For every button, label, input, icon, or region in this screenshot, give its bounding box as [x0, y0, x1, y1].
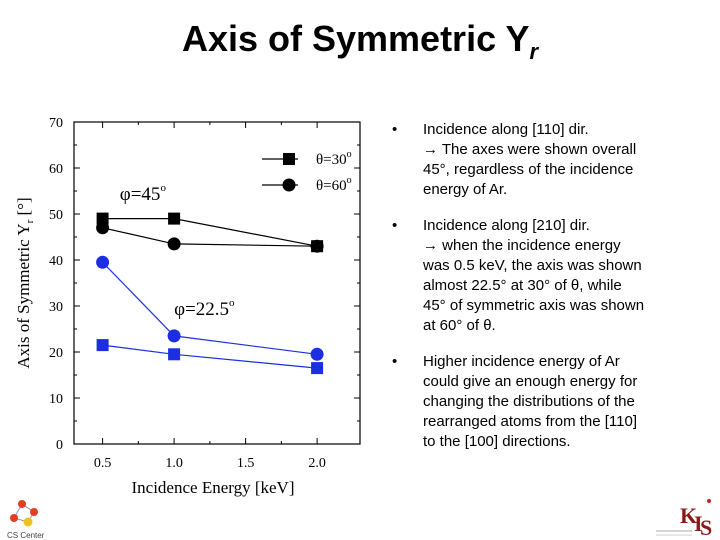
bullet-line-text: Incidence along [110] dir. [423, 121, 589, 138]
bullet-line [423, 180, 697, 200]
legend-marker-circle [283, 179, 296, 192]
bullet-line-text: Higher incidence energy of Ar [423, 353, 620, 370]
bullet-item [392, 352, 697, 452]
bullet-line-text: at 60° of θ. [423, 317, 496, 334]
bullet-line [423, 160, 697, 180]
bullet-line-text: 45° of symmetric axis was shown [423, 297, 645, 314]
title-subscript: r [529, 39, 539, 64]
data-point-square [311, 362, 323, 374]
bullet-line [423, 236, 697, 256]
bullet-line-text: to the [100] directions. [423, 433, 571, 450]
legend-label-text: θ=60 [316, 178, 347, 194]
bullet-line [423, 276, 697, 296]
legend-label-sup: o [346, 149, 352, 160]
bullet-line-text: rearranged atoms from the [110] [423, 413, 637, 430]
data-point-circle [311, 348, 324, 361]
y-tick-label: 10 [49, 392, 63, 407]
y-axis-label-main: Axis of Symmetric Y [14, 223, 33, 369]
data-point-circle [96, 221, 109, 234]
x-tick-label: 1.0 [165, 456, 183, 471]
legend-label-sup: o [346, 175, 352, 186]
svg-text:S: S [700, 515, 713, 539]
chart-annotation-sup: o [229, 297, 235, 310]
bullet-line-text: Incidence along [210] dir. [423, 217, 590, 234]
kist-logo [652, 495, 718, 539]
x-tick-label: 0.5 [93, 456, 112, 471]
y-axis-label-unit: [°] [14, 197, 33, 220]
chart-annotation-text: φ=45 [119, 184, 161, 206]
bullet-line [423, 432, 697, 452]
series-line-2 [103, 345, 318, 368]
y-tick-label: 40 [49, 254, 63, 269]
chart-annotation-text: φ=22.5 [174, 299, 230, 321]
bullet-line [423, 392, 697, 412]
chart-annotation [120, 182, 167, 205]
bullet-dot: • [392, 353, 398, 370]
bullet-line [423, 256, 697, 276]
slide-title [0, 18, 720, 65]
arrow-right-icon: → [423, 237, 438, 254]
bullet-item [392, 120, 697, 200]
x-tick-label: 1.5 [236, 456, 255, 471]
data-point-circle [96, 256, 109, 269]
bullet-line-text: when the incidence energy [438, 237, 621, 254]
y-tick-label: 60 [49, 162, 63, 177]
x-tick-label: 2.0 [308, 456, 326, 471]
data-point-square [168, 348, 180, 360]
title-main: Axis of Symmetric Y [181, 18, 530, 59]
y-tick-label: 0 [56, 438, 63, 453]
legend-label [316, 149, 352, 168]
legend-label-text: θ=30 [316, 152, 347, 168]
bullet-line [423, 120, 697, 140]
bullet-line-text: The axes were shown overall [438, 141, 637, 158]
chart [0, 100, 380, 500]
y-tick-label: 30 [49, 300, 63, 315]
plot-frame [74, 122, 360, 444]
series-line-1 [103, 228, 318, 246]
svg-text:I: I [694, 511, 703, 536]
cs-center-logo-text: CS Center [7, 531, 45, 540]
bullet-line [423, 216, 697, 236]
cs-center-logo [4, 498, 52, 540]
bullet-line [423, 316, 697, 336]
y-axis-label [14, 197, 36, 368]
bullet-line [423, 296, 697, 316]
bullet-line [423, 352, 697, 372]
bullet-item [392, 216, 697, 336]
series-line-0 [103, 219, 318, 247]
y-axis-label-subscript: r [24, 219, 36, 224]
legend-marker-square [283, 153, 295, 165]
data-point-circle [168, 237, 181, 250]
bullet-line-text: energy of Ar. [423, 181, 508, 198]
bullet-line-text: changing the distributions of the [423, 393, 635, 410]
data-point-square [97, 339, 109, 351]
y-tick-label: 50 [49, 208, 63, 223]
bullet-list [392, 120, 697, 468]
bullet-dot: • [392, 121, 398, 138]
bullet-line-text: almost 22.5° at 30° of θ, while [423, 277, 622, 294]
bullet-line [423, 140, 697, 160]
x-axis-label: Incidence Energy [keV] [131, 478, 295, 497]
bullet-line-text: 45°, regardless of the incidence [423, 161, 634, 178]
y-tick-label: 70 [49, 116, 63, 131]
bullet-line-text: was 0.5 keV, the axis was shown [423, 257, 642, 274]
arrow-right-icon: → [423, 141, 438, 158]
data-point-circle [311, 240, 324, 253]
bullet-line-text: could give an enough energy for [423, 373, 638, 390]
svg-text:K: K [680, 503, 698, 528]
legend-label [316, 175, 352, 194]
y-tick-label: 20 [49, 346, 63, 361]
bullet-line [423, 412, 697, 432]
chart-annotation-sup: o [160, 182, 166, 195]
bullet-line [423, 372, 697, 392]
bullet-dot: • [392, 217, 398, 234]
data-point-square [168, 213, 180, 225]
chart-annotation [174, 297, 235, 320]
data-point-circle [168, 329, 181, 342]
